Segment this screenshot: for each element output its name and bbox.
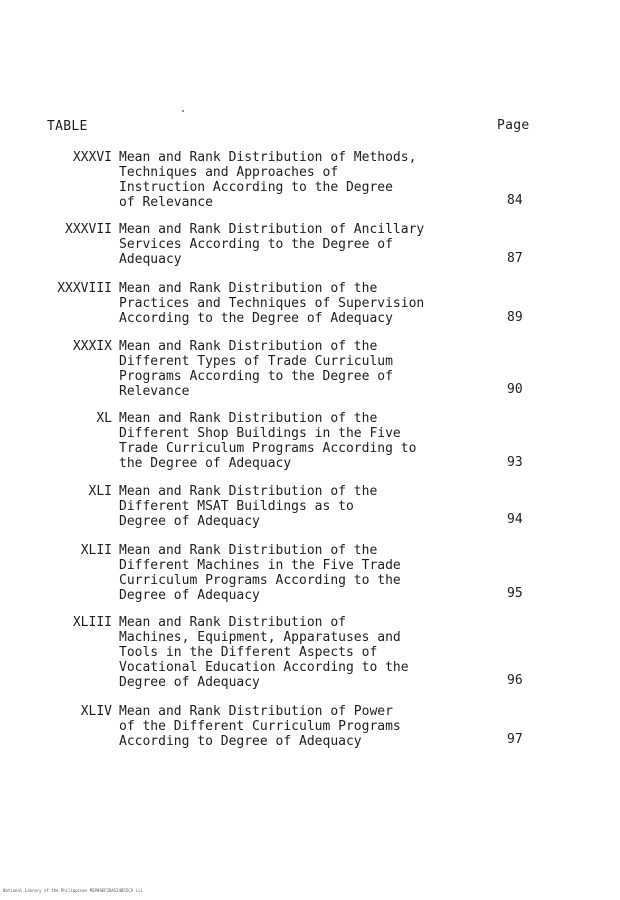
table-title	[119, 704, 401, 749]
page-number: 90	[507, 382, 523, 397]
title-line: Programs According to the Degree of	[119, 369, 393, 384]
title-line: Mean and Rank Distribution of the	[119, 281, 378, 296]
table-number: XXXIX	[72, 339, 112, 354]
table-title	[119, 543, 401, 603]
title-line: Instruction According to the Degree	[119, 180, 393, 195]
page-column-header: Page	[497, 118, 530, 133]
table-title	[119, 281, 424, 326]
page-number: 84	[507, 193, 523, 208]
table-number: XLI	[88, 484, 112, 499]
title-line: Mean and Rank Distribution of the	[119, 484, 378, 499]
title-line: According to Degree of Adequacy	[119, 734, 362, 749]
title-line: Services According to the Degree of	[119, 237, 393, 252]
page-number: 89	[507, 310, 523, 325]
title-line: Vocational Education According to the	[119, 660, 409, 675]
title-line: Mean and Rank Distribution of Ancillary	[119, 222, 425, 237]
title-line: Techniques and Approaches of	[119, 165, 339, 180]
title-line: Mean and Rank Distribution of Methods,	[119, 150, 417, 165]
table-number: XL	[96, 411, 112, 426]
table-number: XXXVII	[65, 222, 112, 237]
page-number: 94	[507, 512, 523, 527]
table-number: XXXVI	[72, 150, 112, 165]
table-title	[119, 150, 416, 210]
title-line: the Degree of Adequacy	[119, 456, 292, 471]
title-line: Different Shop Buildings in the Five	[119, 426, 401, 441]
table-title	[119, 339, 393, 399]
page-number: 87	[507, 251, 523, 266]
title-line: Relevance	[119, 384, 190, 399]
table-number: XXXVIII	[57, 281, 112, 296]
title-line: Mean and Rank Distribution of the	[119, 411, 378, 426]
title-line: According to the Degree of Adequacy	[119, 311, 393, 326]
title-line: Mean and Rank Distribution of the	[119, 339, 378, 354]
title-line: Mean and Rank Distribution of Power	[119, 704, 393, 719]
title-line: Mean and Rank Distribution of the	[119, 543, 378, 558]
page-number: 95	[507, 586, 523, 601]
title-line: Curriculum Programs According to the	[119, 573, 401, 588]
title-line: Different Types of Trade Curriculum	[119, 354, 393, 369]
title-line: Machines, Equipment, Apparatuses and	[119, 630, 401, 645]
title-line: Different MSAT Buildings as to	[119, 499, 354, 514]
table-title	[119, 615, 409, 690]
table-number: XLIV	[80, 704, 112, 719]
table-number: XLIII	[72, 615, 112, 630]
page-number: 97	[507, 732, 523, 747]
title-line: Different Machines in the Five Trade	[119, 558, 401, 573]
table-column-header: TABLE	[47, 119, 88, 134]
table-title	[119, 484, 377, 529]
title-line: Mean and Rank Distribution of	[119, 615, 346, 630]
title-line: Degree of Adequacy	[119, 588, 260, 603]
title-line: of the Different Curriculum Programs	[119, 719, 401, 734]
scan-speck	[182, 110, 184, 112]
page-number: 96	[507, 673, 523, 688]
library-footer: National Library of the Philippines MSP89EF2DA524B55C9 iii	[3, 888, 143, 893]
page-number: 93	[507, 455, 523, 470]
title-line: Trade Curriculum Programs According to	[119, 441, 417, 456]
title-line: Practices and Techniques of Supervision	[119, 296, 425, 311]
title-line: Degree of Adequacy	[119, 675, 260, 690]
title-line: Tools in the Different Aspects of	[119, 645, 378, 660]
table-title	[119, 222, 424, 267]
table-number: XLII	[80, 543, 112, 558]
title-line: Adequacy	[119, 252, 182, 267]
title-line: of Relevance	[119, 195, 213, 210]
table-title	[119, 411, 416, 471]
title-line: Degree of Adequacy	[119, 514, 260, 529]
